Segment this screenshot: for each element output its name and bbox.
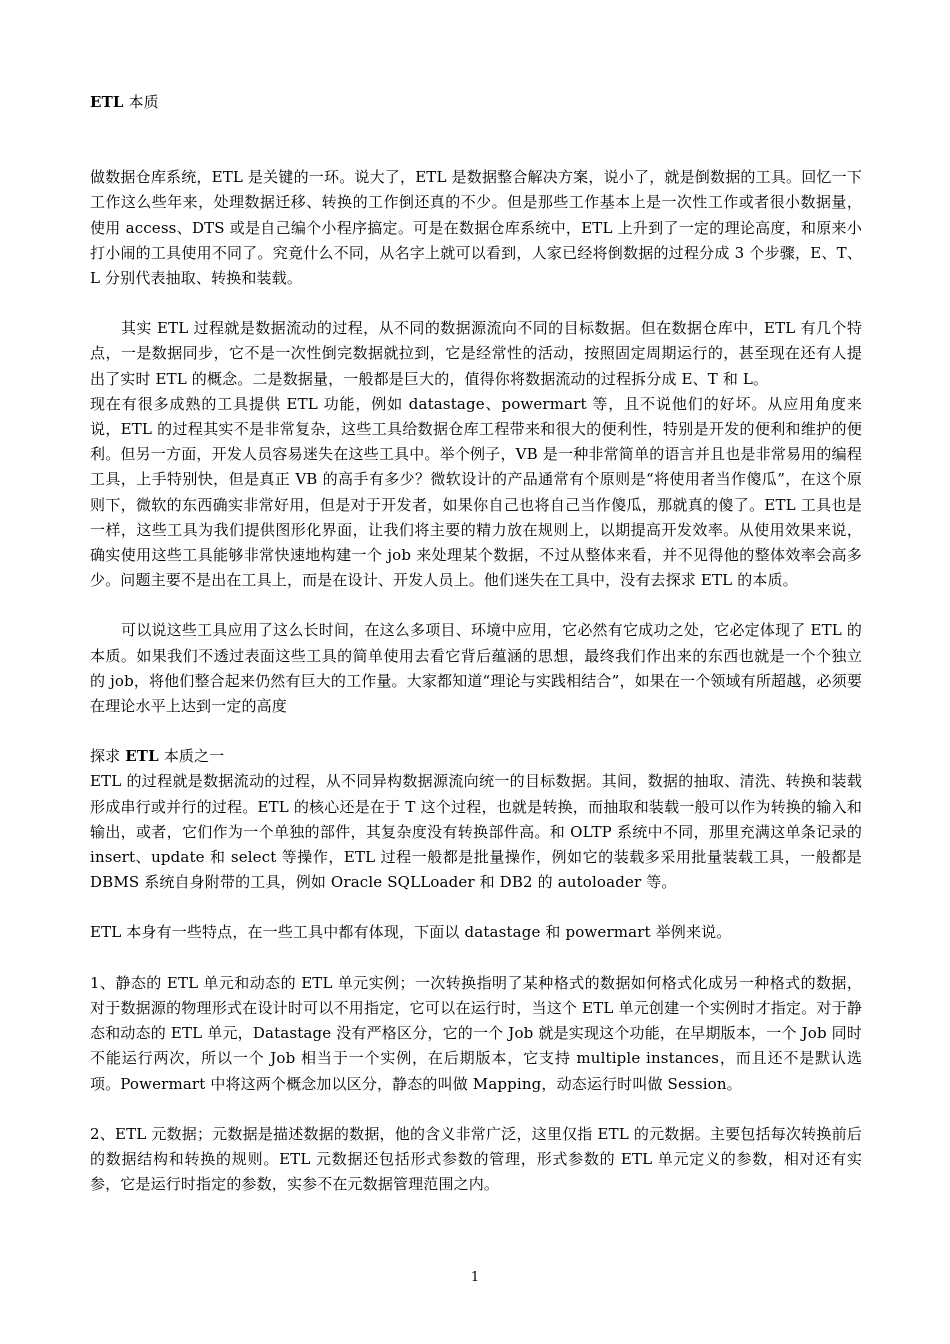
- spacer: [90, 895, 862, 920]
- document-title: [90, 90, 862, 115]
- title-rest: 本质: [123, 93, 159, 111]
- paragraph-theory: 可以说这些工具应用了这么长时间，在这么多项目、环境中应用，它必然有它成功之处，它必定体现了 ETL 的本质。如果我们不透过表面这些工具的简单使用去看它背后蕴涵的思想，最终我们作出来的东西也就是一个个独立的 job，将他们整合起来仍然有巨大的工作量。大家都知道“理论与实践相结合”，如果在一个领域有所超越，必须要在理论水平上达到一定的高度: [90, 621, 862, 716]
- document-page: [90, 90, 862, 1197]
- section-heading-pre: 探求: [90, 747, 126, 766]
- spacer: [90, 946, 862, 971]
- page-number: 1: [470, 1270, 480, 1285]
- paragraph-etl-characteristics: ETL 本身有一些特点，在一些工具中都有体现，下面以 datastage 和 powermart 举例来说。: [90, 923, 732, 942]
- spacer: [90, 719, 862, 744]
- spacer: [90, 115, 862, 140]
- paragraph-item-1: 1、静态的 ETL 单元和动态的 ETL 单元实例；一次转换指明了某种格式的数据如何格式化成另一种格式的数据，对于数据源的物理形式在设计时可以不用指定，它可以在运行时，当这个 ETL 单元创建一个实例时才指定。对于静态和动态的 ETL 单元，Datastage 没有严格区分，它的一个 Job 就是实现这个功能，在早期版本，一个 Job 同时不能运行两次，所以一个 Job 相当于一个实例，在后期版本，它支持 multiple instances，而且还不是默认选项。Powermart 中将这两个概念加以区分，静态的叫做 Mapping，动态运行时叫做 Session。: [90, 973, 862, 1093]
- paragraph-etl-tools: 现在有很多成熟的工具提供 ETL 功能，例如 datastage、powermart 等，且不说他们的好坏。从应用角度来说，ETL 的过程其实不是非常复杂，这些工具给数据仓库工程带来和很大的便利性，特别是开发的便利和维护的便利。但另一方面，开发人员容易迷失在这些工具中。举个例子，VB 是一种非常简单的语言并且也是非常易用的编程工具，上手特别快，但是真正 VB 的高手有多少？微软设计的产品通常有个原则是“将使用者当作傻瓜”，在这个原则下，微软的东西确实非常好用，但是对于开发者，如果你自己也将自己当作傻瓜，那就真的傻了。ETL 工具也是一样，这些工具为我们提供图形化界面，让我们将主要的精力放在规则上，以期提高开发效率。从使用效果来说，确实使用这些工具能够非常快速地构建一个 job 来处理某个数据，不过从整体来看，并不见得他的整体效率会高多少。问题主要不是出在工具上，而是在设计、开发人员上。他们迷失在工具中，没有去探求 ETL 的本质。: [90, 394, 862, 590]
- title-bold: ETL: [90, 93, 124, 111]
- section-heading-bold: ETL: [125, 747, 159, 766]
- paragraph-intro: 做数据仓库系统，ETL 是关键的一环。说大了，ETL 是数据整合解决方案，说小了，就是倒数据的工具。回忆一下工作这么些年来，处理数据迁移、转换的工作倒还真的不少。但是那些工作基本上是一次性工作或者很小数据量，使用 access、DTS 或是自己编个小程序搞定。可是在数据仓库系统中，ETL 上升到了一定的理论高度，和原来小打小闹的工具使用不同了。究竟什么不同，从名字上就可以看到，人家已经将倒数据的过程分成 3 个步骤，E、T、L 分别代表抽取、转换和装载。: [90, 168, 862, 288]
- section-heading-post: 本质之一: [158, 747, 225, 766]
- paragraph-etl-process: ETL 的过程就是数据流动的过程，从不同异构数据源流向统一的目标数据。其间，数据的抽取、清洗、转换和装载形成串行或并行的过程。ETL 的核心还是在于 T 这个过程，也就是转换，而抽取和装载一般可以作为转换的输入和输出，或者，它们作为一个单独的部件，其复杂度没有转换部件高。和 OLTP 系统中不同，那里充满这单条记录的 insert、update 和 select 等操作，ETL 过程一般都是批量操作，例如它的装载多采用批量装载工具，一般都是 DBMS 系统自身附带的工具，例如 Oracle SQLLoader 和 DB2 的 autoloader 等。: [90, 772, 862, 892]
- paragraph-etl-features: 其实 ETL 过程就是数据流动的过程，从不同的数据源流向不同的目标数据。但在数据仓库中，ETL 有几个特点，一是数据同步，它不是一次性倒完数据就拉到，它是经常性的活动，按照固定周期运行的，甚至现在还有人提出了实时 ETL 的概念。二是数据量，一般都是巨大的，值得你将数据流动的过程拆分成 E、T 和 L。: [90, 319, 862, 388]
- paragraph-item-2: 2、ETL 元数据；元数据是描述数据的数据，他的含义非常广泛，这里仅指 ETL 的元数据。主要包括每次转换前后的数据结构和转换的规则。ETL 元数据还包括形式参数的管理，形式参数的 ETL 单元定义的参数，相对还有实参，它是运行时指定的参数，实参不在元数据管理范围之内。: [90, 1124, 862, 1194]
- spacer: [90, 140, 862, 165]
- spacer: [90, 593, 862, 618]
- section-heading: [90, 744, 862, 769]
- spacer: [90, 291, 862, 316]
- spacer: [90, 1097, 862, 1122]
